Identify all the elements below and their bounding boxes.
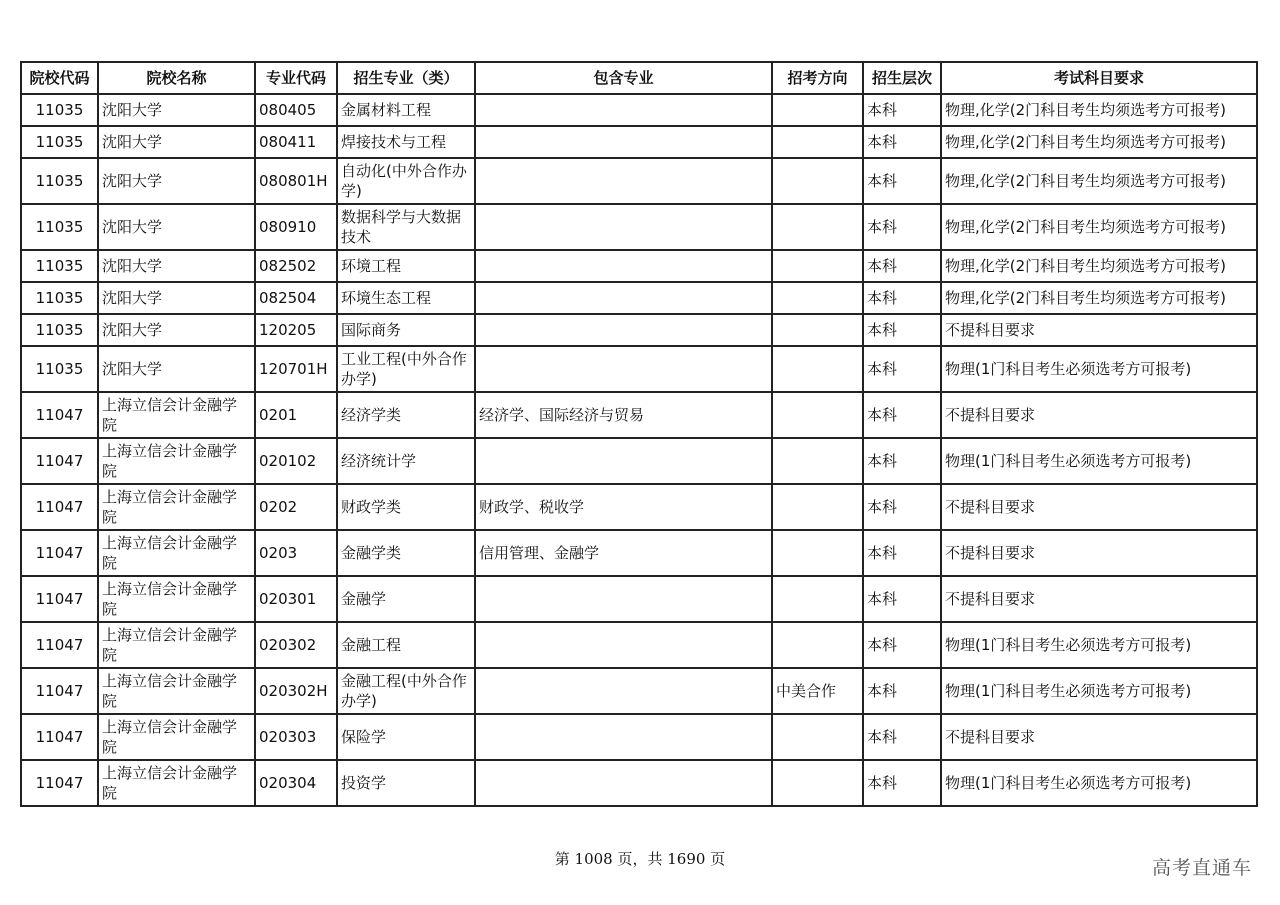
table-row (21, 204, 1257, 250)
cell-major-name: 环境工程 (337, 250, 475, 282)
cell-level: 本科 (863, 484, 941, 530)
cell-included-majors (475, 282, 772, 314)
cell-major-code: 020302 (255, 622, 337, 668)
cell-direction (772, 530, 863, 576)
cell-major-name: 数据科学与大数据技术 (337, 204, 475, 250)
table-row (21, 346, 1257, 392)
cell-direction (772, 438, 863, 484)
cell-major-name: 工业工程(中外合作办学) (337, 346, 475, 392)
cell-included-majors (475, 314, 772, 346)
cell-major-code: 0201 (255, 392, 337, 438)
cell-included-majors (475, 250, 772, 282)
cell-subject-requirement: 不提科目要求 (941, 714, 1257, 760)
cell-level: 本科 (863, 714, 941, 760)
table-row (21, 530, 1257, 576)
cell-major-code: 082502 (255, 250, 337, 282)
cell-school-code: 11047 (21, 484, 98, 530)
cell-school-code: 11035 (21, 94, 98, 126)
header-school-code: 院校代码 (21, 62, 98, 94)
cell-major-code: 080411 (255, 126, 337, 158)
cell-major-code: 020304 (255, 760, 337, 806)
cell-major-code: 020102 (255, 438, 337, 484)
cell-subject-requirement: 不提科目要求 (941, 530, 1257, 576)
cell-major-name: 经济学类 (337, 392, 475, 438)
cell-school-name: 上海立信会计金融学院 (98, 438, 255, 484)
cell-subject-requirement: 物理(1门科目考生必须选考方可报考) (941, 668, 1257, 714)
cell-direction (772, 346, 863, 392)
cell-level: 本科 (863, 282, 941, 314)
cell-level: 本科 (863, 346, 941, 392)
header-school-name: 院校名称 (98, 62, 255, 94)
cell-major-name: 环境生态工程 (337, 282, 475, 314)
cell-major-code: 080801H (255, 158, 337, 204)
cell-direction (772, 204, 863, 250)
cell-level: 本科 (863, 392, 941, 438)
cell-subject-requirement: 物理(1门科目考生必须选考方可报考) (941, 760, 1257, 806)
cell-included-majors: 财政学、税收学 (475, 484, 772, 530)
cell-level: 本科 (863, 622, 941, 668)
cell-major-name: 金融学类 (337, 530, 475, 576)
cell-school-code: 11035 (21, 204, 98, 250)
cell-major-name: 金融学 (337, 576, 475, 622)
cell-direction (772, 158, 863, 204)
cell-school-code: 11047 (21, 760, 98, 806)
table-row (21, 126, 1257, 158)
table-row (21, 484, 1257, 530)
cell-major-name: 金融工程(中外合作办学) (337, 668, 475, 714)
cell-direction (772, 392, 863, 438)
cell-major-name: 金融工程 (337, 622, 475, 668)
cell-level: 本科 (863, 94, 941, 126)
watermark-logo-text: 高考直通车 (1151, 857, 1252, 879)
cell-direction (772, 314, 863, 346)
cell-subject-requirement: 不提科目要求 (941, 484, 1257, 530)
cell-included-majors (475, 346, 772, 392)
cell-level: 本科 (863, 668, 941, 714)
cell-included-majors: 经济学、国际经济与贸易 (475, 392, 772, 438)
cell-level: 本科 (863, 158, 941, 204)
header-included-majors: 包含专业 (475, 62, 772, 94)
cell-subject-requirement: 物理,化学(2门科目考生均须选考方可报考) (941, 158, 1257, 204)
table-row (21, 250, 1257, 282)
cell-school-code: 11035 (21, 282, 98, 314)
cell-direction (772, 250, 863, 282)
cell-major-code: 082504 (255, 282, 337, 314)
cell-level: 本科 (863, 530, 941, 576)
cell-major-code: 0202 (255, 484, 337, 530)
table-row (21, 622, 1257, 668)
cell-school-name: 上海立信会计金融学院 (98, 622, 255, 668)
header-level: 招生层次 (863, 62, 941, 94)
cell-level: 本科 (863, 204, 941, 250)
cell-school-name: 上海立信会计金融学院 (98, 714, 255, 760)
subject-requirements-table (20, 61, 1258, 807)
cell-level: 本科 (863, 760, 941, 806)
cell-subject-requirement: 物理(1门科目考生必须选考方可报考) (941, 438, 1257, 484)
cell-subject-requirement: 不提科目要求 (941, 576, 1257, 622)
cell-school-code: 11035 (21, 314, 98, 346)
cell-major-name: 焊接技术与工程 (337, 126, 475, 158)
cell-school-code: 11035 (21, 250, 98, 282)
cell-school-code: 11047 (21, 714, 98, 760)
cell-school-name: 沈阳大学 (98, 314, 255, 346)
cell-school-name: 沈阳大学 (98, 250, 255, 282)
cell-subject-requirement: 物理,化学(2门科目考生均须选考方可报考) (941, 94, 1257, 126)
cell-direction (772, 94, 863, 126)
cell-school-name: 上海立信会计金融学院 (98, 760, 255, 806)
cell-included-majors (475, 94, 772, 126)
cell-school-name: 沈阳大学 (98, 282, 255, 314)
cell-school-name: 上海立信会计金融学院 (98, 392, 255, 438)
cell-school-name: 上海立信会计金融学院 (98, 576, 255, 622)
cell-major-name: 保险学 (337, 714, 475, 760)
page-indicator: 第 1008 页，共 1690 页 (554, 850, 726, 868)
header-subject-requirement: 考试科目要求 (941, 62, 1257, 94)
cell-included-majors (475, 668, 772, 714)
cell-included-majors (475, 126, 772, 158)
table-row (21, 714, 1257, 760)
cell-subject-requirement: 物理,化学(2门科目考生均须选考方可报考) (941, 250, 1257, 282)
cell-direction (772, 760, 863, 806)
table-row (21, 438, 1257, 484)
cell-direction (772, 622, 863, 668)
cell-school-code: 11035 (21, 126, 98, 158)
cell-level: 本科 (863, 314, 941, 346)
cell-school-name: 沈阳大学 (98, 158, 255, 204)
cell-major-code: 120701H (255, 346, 337, 392)
cell-level: 本科 (863, 438, 941, 484)
table-row (21, 282, 1257, 314)
cell-school-code: 11047 (21, 622, 98, 668)
cell-school-name: 上海立信会计金融学院 (98, 530, 255, 576)
header-major-code: 专业代码 (255, 62, 337, 94)
cell-included-majors: 信用管理、金融学 (475, 530, 772, 576)
cell-direction (772, 484, 863, 530)
cell-subject-requirement: 物理(1门科目考生必须选考方可报考) (941, 346, 1257, 392)
table-header-row (21, 62, 1257, 94)
cell-included-majors (475, 714, 772, 760)
cell-major-name: 国际商务 (337, 314, 475, 346)
header-direction: 招考方向 (772, 62, 863, 94)
cell-included-majors (475, 204, 772, 250)
cell-major-name: 自动化(中外合作办学) (337, 158, 475, 204)
header-major-name: 招生专业（类） (337, 62, 475, 94)
cell-subject-requirement: 物理,化学(2门科目考生均须选考方可报考) (941, 282, 1257, 314)
cell-direction (772, 282, 863, 314)
cell-school-code: 11035 (21, 346, 98, 392)
cell-major-name: 金属材料工程 (337, 94, 475, 126)
cell-major-code: 020303 (255, 714, 337, 760)
cell-school-code: 11047 (21, 530, 98, 576)
cell-major-name: 经济统计学 (337, 438, 475, 484)
cell-level: 本科 (863, 126, 941, 158)
cell-major-code: 080910 (255, 204, 337, 250)
cell-school-name: 上海立信会计金融学院 (98, 484, 255, 530)
cell-school-name: 上海立信会计金融学院 (98, 668, 255, 714)
cell-school-code: 11035 (21, 158, 98, 204)
cell-school-code: 11047 (21, 438, 98, 484)
table-row (21, 576, 1257, 622)
cell-major-name: 投资学 (337, 760, 475, 806)
table-row (21, 94, 1257, 126)
cell-included-majors (475, 622, 772, 668)
cell-level: 本科 (863, 576, 941, 622)
cell-major-code: 0203 (255, 530, 337, 576)
table-row (21, 158, 1257, 204)
cell-direction: 中美合作 (772, 668, 863, 714)
cell-subject-requirement: 不提科目要求 (941, 392, 1257, 438)
cell-included-majors (475, 158, 772, 204)
cell-included-majors (475, 760, 772, 806)
table-row (21, 760, 1257, 806)
cell-direction (772, 714, 863, 760)
cell-direction (772, 576, 863, 622)
cell-subject-requirement: 不提科目要求 (941, 314, 1257, 346)
cell-level: 本科 (863, 250, 941, 282)
cell-included-majors (475, 438, 772, 484)
cell-school-code: 11047 (21, 668, 98, 714)
cell-school-name: 沈阳大学 (98, 126, 255, 158)
cell-school-name: 沈阳大学 (98, 94, 255, 126)
cell-school-code: 11047 (21, 576, 98, 622)
cell-major-name: 财政学类 (337, 484, 475, 530)
cell-major-code: 020302H (255, 668, 337, 714)
table-row (21, 668, 1257, 714)
cell-major-code: 020301 (255, 576, 337, 622)
cell-subject-requirement: 物理,化学(2门科目考生均须选考方可报考) (941, 204, 1257, 250)
cell-included-majors (475, 576, 772, 622)
cell-school-code: 11047 (21, 392, 98, 438)
cell-school-name: 沈阳大学 (98, 346, 255, 392)
table-row (21, 314, 1257, 346)
cell-subject-requirement: 物理(1门科目考生必须选考方可报考) (941, 622, 1257, 668)
table-row (21, 392, 1257, 438)
cell-major-code: 080405 (255, 94, 337, 126)
cell-direction (772, 126, 863, 158)
cell-subject-requirement: 物理,化学(2门科目考生均须选考方可报考) (941, 126, 1257, 158)
cell-major-code: 120205 (255, 314, 337, 346)
cell-school-name: 沈阳大学 (98, 204, 255, 250)
